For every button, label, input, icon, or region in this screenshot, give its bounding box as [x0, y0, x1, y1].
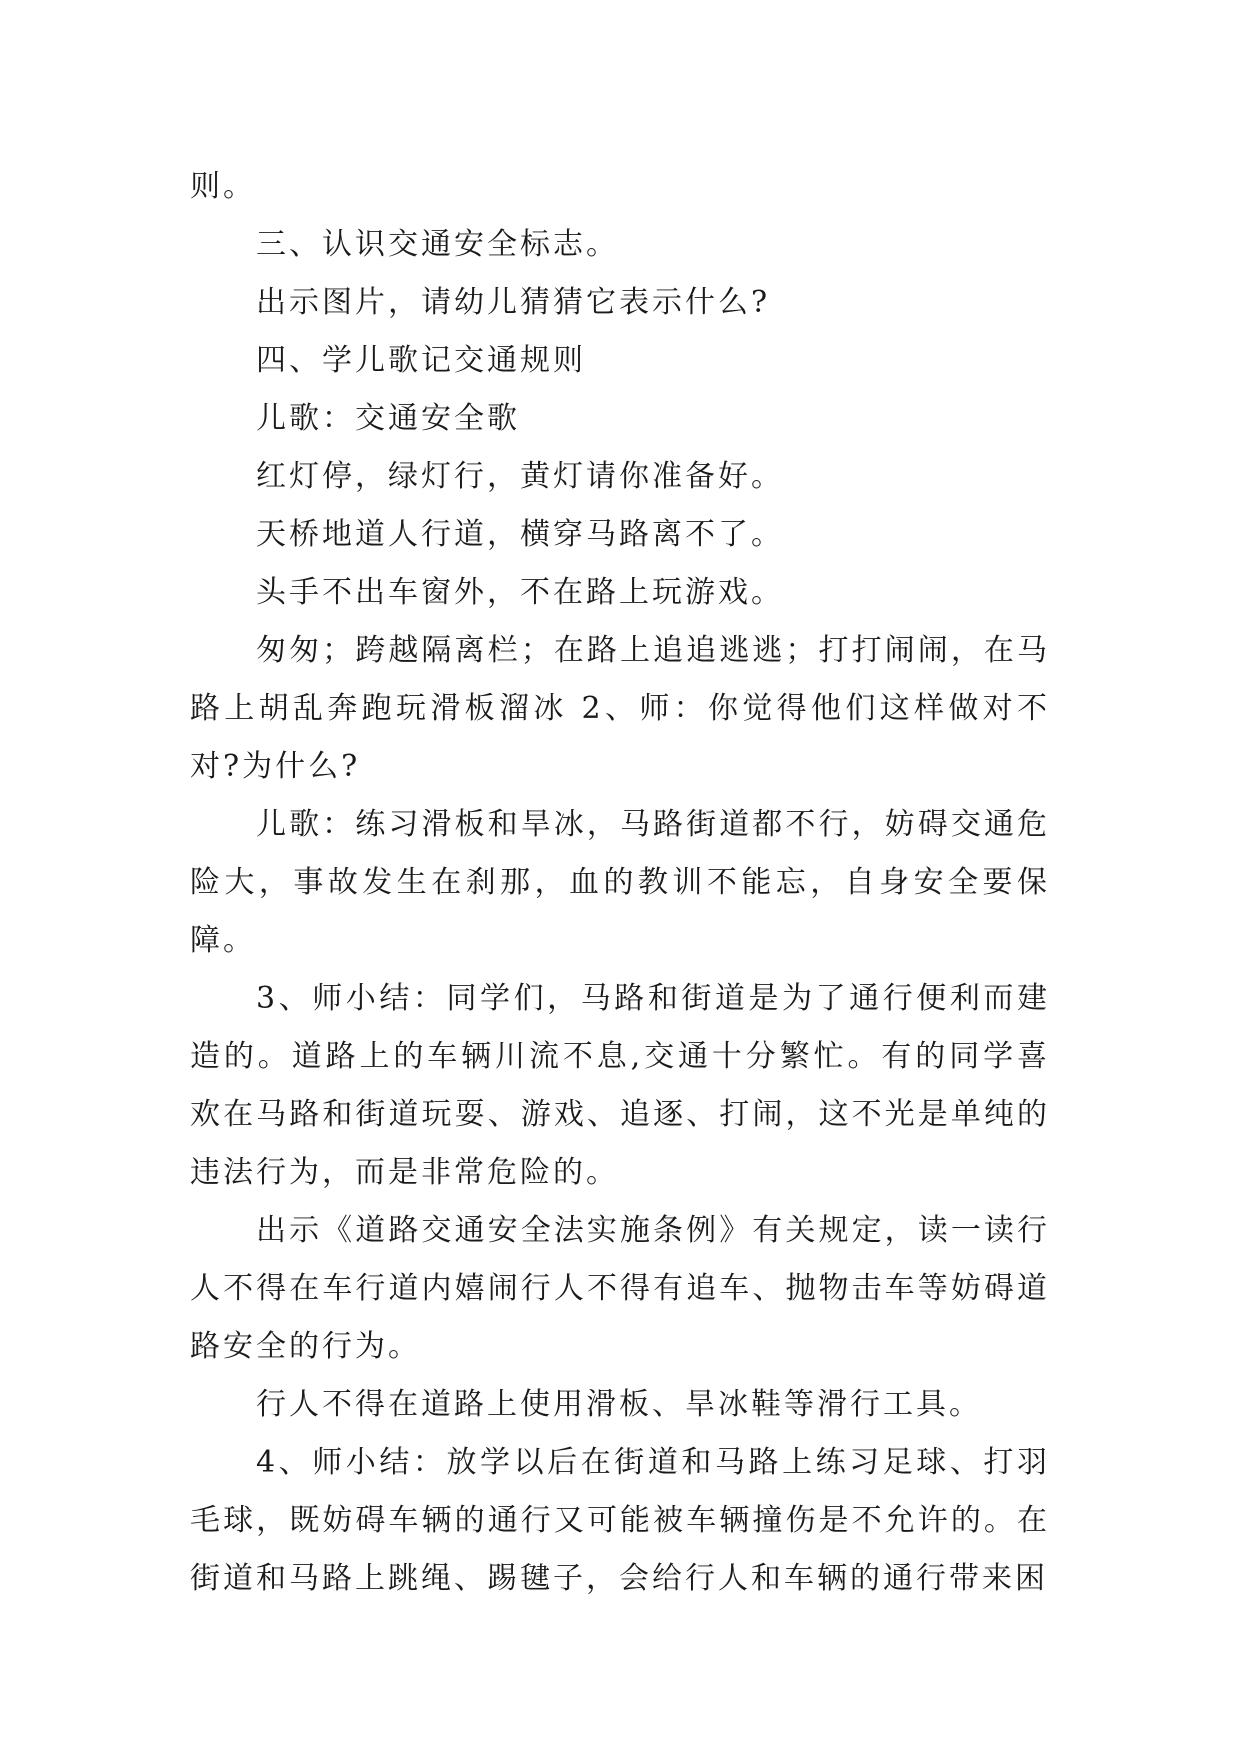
- paragraph-song-line: 头手不出车窗外，不在路上玩游戏。: [256, 575, 784, 610]
- paragraph: 匆匆；跨越隔离栏；在路上追追逃逃；打打闹闹，在马路上胡乱奔跑玩滑板溜冰 2、师：你觉得他们这样做对不对?为什么?: [190, 633, 1050, 784]
- paragraph: 行人不得在道路上使用滑板、旱冰鞋等滑行工具。: [256, 1387, 982, 1422]
- paragraph-heading-3: 三、认识交通安全标志。: [256, 227, 619, 262]
- paragraph-song-line: 天桥地道人行道，横穿马路离不了。: [256, 517, 784, 552]
- paragraph-regulation: 出示《道路交通安全法实施条例》有关规定，读一读行人不得在车行道内嬉闹行人不得有追车、抛物击车等妨碍道路安全的行为。: [190, 1213, 1050, 1364]
- paragraph-summary-3: 3、师小结：同学们，马路和街道是为了通行便利而建造的。道路上的车辆川流不息,交通十分繁忙。有的同学喜欢在马路和街道玩耍、游戏、追逐、打闹，这不光是单纯的违法行为，而是非常危险的。: [190, 981, 1050, 1190]
- paragraph-summary-4: 4、师小结：放学以后在街道和马路上练习足球、打羽毛球，既妨碍车辆的通行又可能被车辆撞伤是不允许的。在街道和马路上跳绳、踢毽子，会给行人和车辆的通行带来困: [190, 1445, 1050, 1596]
- paragraph: 出示图片，请幼儿猜猜它表示什么?: [256, 285, 771, 320]
- paragraph-song-line: 红灯停，绿灯行，黄灯请你准备好。: [256, 459, 784, 494]
- paragraph-song-title: 儿歌：交通安全歌: [256, 401, 520, 436]
- paragraph-heading-4: 四、学儿歌记交通规则: [256, 343, 586, 378]
- document-body: [190, 158, 1050, 1608]
- paragraph-continuation: 则。: [190, 169, 256, 204]
- paragraph-song: 儿歌：练习滑板和旱冰，马路街道都不行，妨碍交通危险大，事故发生在刹那，血的教训不能忘，自身安全要保障。: [190, 807, 1050, 958]
